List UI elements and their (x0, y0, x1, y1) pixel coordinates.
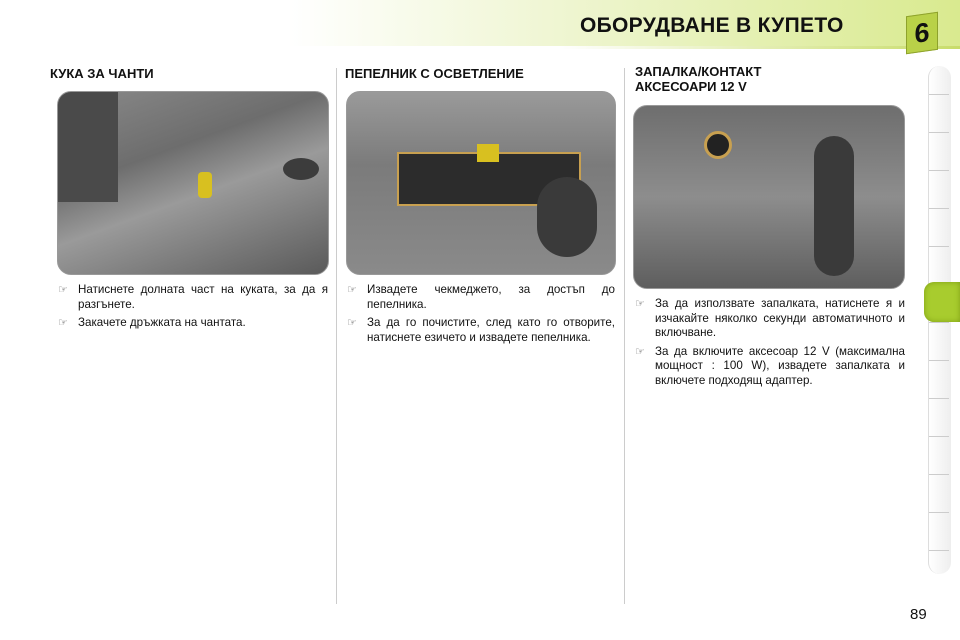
column-divider (624, 68, 625, 604)
chapter-title: ОБОРУДВАНЕ В КУПЕТО (580, 14, 844, 37)
active-chapter-tab[interactable] (924, 282, 960, 322)
lighter-socket-photo (633, 105, 905, 289)
bag-hook-instructions (56, 283, 328, 335)
pointing-hand-icon: ☞ (635, 298, 645, 310)
bullet-item: ☞ За да включите аксесоар 12 V (максимална мощност : 100 W), извадете запалката и включете подходящ адаптер. (635, 344, 905, 387)
ashtray-photo (346, 91, 616, 275)
lighter-instructions (633, 297, 905, 392)
ashtray-instructions (345, 283, 615, 349)
bullet-item: ☞ Извадете чекмеджето, за достъп до пепелника. (347, 283, 615, 311)
section-heading-ashtray: ПЕПЕЛНИК С ОСВЕТЛЕНИЕ (345, 66, 524, 81)
pointing-hand-icon: ☞ (58, 317, 68, 329)
bullet-item: ☞ Закачете дръжката на чантата. (58, 316, 246, 329)
bag-hook-photo (57, 91, 329, 275)
arrow-icon (477, 144, 499, 162)
pointing-hand-icon: ☞ (635, 345, 645, 358)
chapter-number: 6 (906, 12, 938, 54)
page-number: 89 (910, 606, 927, 623)
column-divider (336, 68, 337, 604)
section-heading-lighter: ЗАПАЛКА/КОНТАКТ АКСЕСОАРИ 12 V (635, 64, 762, 94)
pointing-hand-icon: ☞ (58, 284, 68, 296)
bullet-item: ☞ За да го почистите, след като го отворите, натиснете езичето и извадете пепелника. (347, 316, 615, 344)
section-heading-bag-hook: КУКА ЗА ЧАНТИ (50, 66, 154, 81)
bullet-item: ☞ Натиснете долната част на куката, за да я разгънете. (58, 283, 328, 311)
pointing-hand-icon: ☞ (347, 284, 357, 296)
arrow-icon (198, 172, 212, 198)
bullet-item: ☞ За да използвате запалката, натиснете я и изчакайте няколко секунди автоматичното и включване. (635, 297, 905, 339)
pointing-hand-icon: ☞ (347, 317, 357, 329)
header-rule (560, 46, 960, 49)
